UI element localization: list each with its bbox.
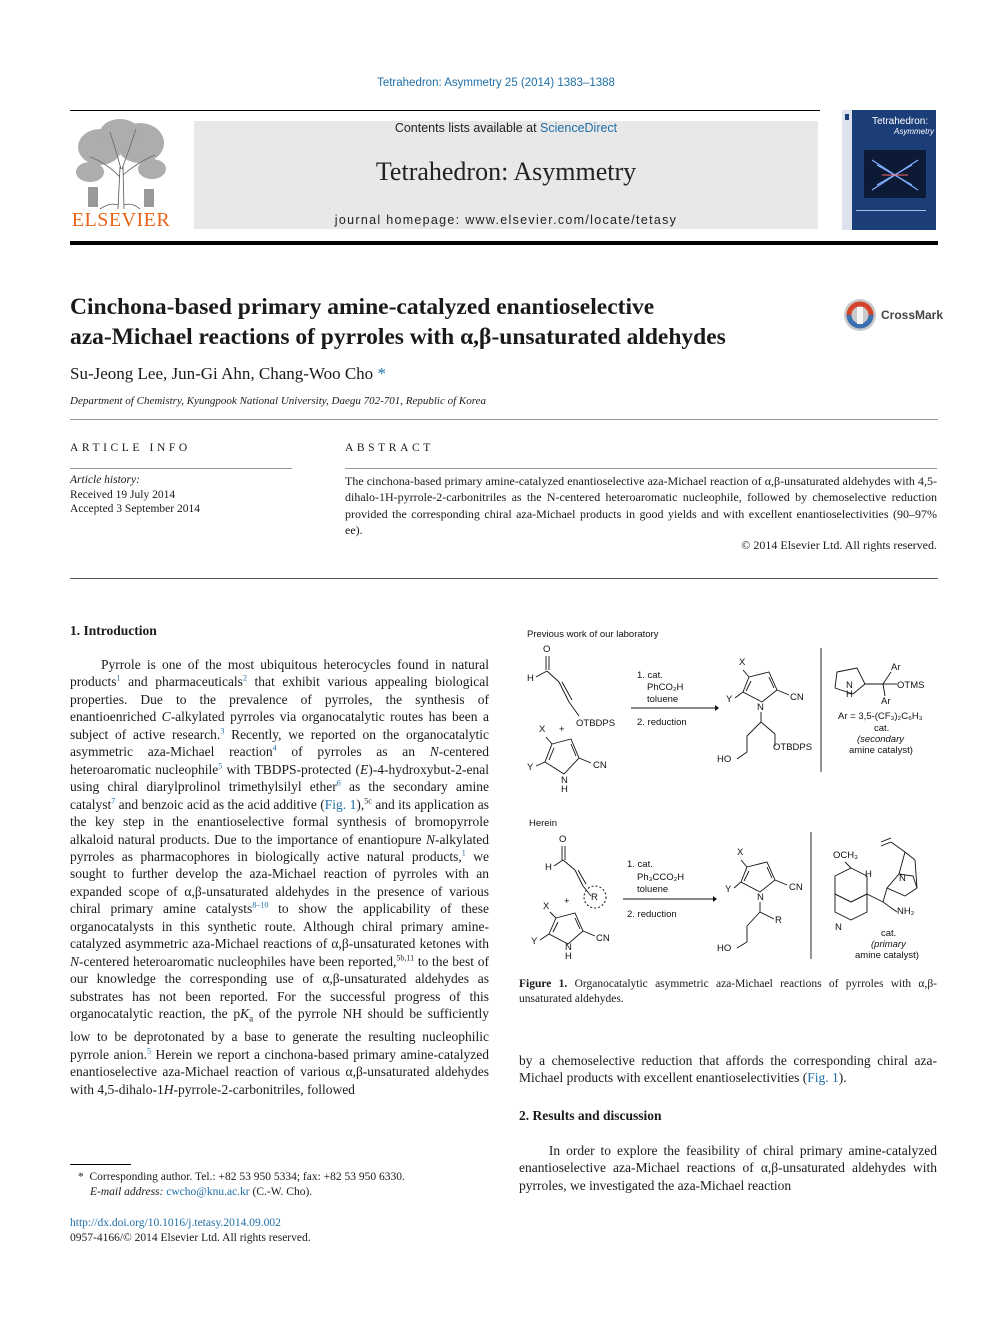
atom-label: CN: [790, 692, 804, 703]
catalyst-label: cat.: [874, 723, 890, 734]
condition-acid: Ph₃CCO₂H: [637, 872, 685, 883]
article-info-heading: ARTICLE INFO: [70, 442, 191, 454]
condition-step-1: 1. cat.: [637, 670, 663, 681]
atom-label: OTBDPS: [576, 718, 616, 729]
paragraph: by a chemoselective reduction that affords the corresponding chiral aza-Michael products with excellent enantioselectivities (Fig. 1).: [519, 1053, 937, 1086]
elsevier-tree-icon: [70, 117, 172, 213]
journal-homepage[interactable]: journal homepage: www.elsevier.com/locate/tetasy: [334, 213, 678, 227]
elsevier-logo[interactable]: [70, 117, 172, 233]
atom-label: Y: [531, 936, 538, 947]
catalyst-label: cat.: [881, 928, 897, 939]
atom-label: HO: [717, 943, 732, 954]
doi-link[interactable]: http://dx.doi.org/10.1016/j.tetasy.2014.09.002: [70, 1217, 281, 1229]
section-heading-introduction: 1. Introduction: [70, 623, 157, 638]
atom-label: O: [559, 834, 567, 845]
figure-label: Figure 1.: [519, 978, 568, 990]
catalyst-type: (secondary: [857, 734, 904, 745]
atom-label: N: [757, 892, 764, 903]
atom-label: Y: [725, 884, 732, 895]
publisher-name: ELSEVIER: [71, 209, 171, 231]
email-link[interactable]: cwcho@knu.ac.kr: [166, 1186, 250, 1198]
sciencedirect-link[interactable]: ScienceDirect: [540, 121, 618, 135]
abstract-rule: [345, 468, 937, 469]
footnote-rule: [70, 1164, 131, 1165]
footnote-contact: Corresponding author. Tel.: +82 53 950 5334; fax: +82 53 950 6330.: [89, 1171, 405, 1183]
info-rule: [70, 468, 292, 469]
received-date: Received 19 July 2014: [70, 488, 176, 501]
atom-label: OTMS: [897, 680, 925, 691]
atom-label: N: [835, 922, 842, 933]
catalyst-class: amine catalyst): [855, 950, 919, 961]
catalyst-type: (primary: [871, 939, 906, 950]
corresponding-author-note: [78, 1170, 498, 1185]
header-thick-rule: [70, 241, 938, 245]
doi-block: [70, 1216, 311, 1246]
atom-label: X: [739, 657, 746, 668]
email-suffix: (C.-W. Cho).: [252, 1186, 313, 1198]
article-history: [70, 473, 200, 517]
atom-label: H: [846, 689, 853, 700]
condition-step-1: 1. cat.: [627, 859, 653, 870]
atom-label: OCH₃: [833, 850, 858, 861]
section-heading-results: 2. Results and discussion: [519, 1108, 662, 1123]
results-body: [519, 1142, 937, 1194]
abstract-text: The cinchona-based primary amine-catalyzed enantioselective aza-Michael reaction of α,β-unsaturated aldehydes with 4,5-dihalo-1H-pyrrole-2-carbonitriles as the N-centered heteroaromatic nucleophile, followed by chemoselective reduction provided the corresponding chiral aza-Michael products in good yields and with excellent enantioselectivities (90–97% ee).: [345, 474, 937, 537]
atom-label: N: [899, 873, 906, 884]
contents-prefix: Contents lists available at: [394, 121, 541, 135]
abstract-heading: ABSTRACT: [345, 442, 434, 454]
figure-caption: [519, 977, 937, 1007]
aryl-definition: Ar = 3,5-(CF₃)₂C₆H₃: [838, 711, 923, 722]
journal-title: [194, 157, 818, 187]
atom-label: H: [545, 862, 552, 873]
paragraph: In order to explore the feasibility of chiral primary amine-catalyzed enantioselective aza-Michael reactions of α,β-unsaturated aldehydes with pyrroles, we investigated the aza-Michael reaction: [519, 1143, 937, 1193]
title-line-2: aza-Michael reactions of pyrroles with α,β-unsaturated aldehydes: [70, 324, 726, 350]
atom-label: HO: [717, 754, 732, 765]
header-rule: [70, 110, 820, 111]
product-ring: [734, 860, 787, 948]
cover-art-icon: [842, 110, 936, 230]
journal-title-text: Tetrahedron: Asymmetry: [375, 157, 637, 186]
crossmark-badge[interactable]: [843, 297, 943, 333]
reaction-scheme: [519, 624, 939, 964]
atom-label: N: [757, 702, 764, 713]
atom-label: H: [527, 673, 534, 684]
previous-work-label: Previous work of our laboratory: [527, 629, 659, 640]
footnote-star: *: [78, 1171, 84, 1183]
crossmark-label: CrossMark: [881, 308, 944, 322]
atom-label: OTBDPS: [773, 742, 813, 753]
email-line: [78, 1185, 498, 1200]
accepted-date: Accepted 3 September 2014: [70, 503, 200, 516]
pyrrole-ring: [540, 912, 595, 944]
atom-label: N: [561, 775, 568, 786]
history-label: Article history:: [70, 474, 140, 486]
plus-sign: +: [559, 724, 565, 735]
condition-acid: PhCO₂H: [647, 682, 684, 693]
atom-label: CN: [596, 933, 610, 944]
contents-line: [194, 121, 818, 135]
article-title: [70, 292, 810, 352]
atom-label: X: [543, 901, 550, 912]
abstract-copyright: © 2014 Elsevier Ltd. All rights reserved.: [741, 538, 937, 552]
figure-1: [519, 624, 939, 964]
introduction-continued: [519, 1052, 937, 1087]
atom-label: X: [737, 847, 744, 858]
introduction-body: [70, 656, 489, 1098]
atom-label: Ar: [881, 696, 891, 707]
atom-label: Y: [527, 762, 534, 773]
catalyst-class: amine catalyst): [849, 745, 913, 756]
atom-label: N: [846, 680, 853, 691]
condition-step-2: 2. reduction: [627, 909, 677, 920]
authors-text: Su-Jeong Lee, Jun-Gi Ahn, Chang-Woo Cho: [70, 364, 374, 383]
atom-label: CN: [789, 882, 803, 893]
journal-cover[interactable]: [842, 110, 936, 230]
divider: [70, 419, 938, 420]
condition-solvent: toluene: [647, 694, 679, 705]
atom-label: R: [775, 915, 782, 926]
pyrrole-ring: [536, 737, 591, 774]
arrow-head: [713, 896, 717, 902]
condition-step-2: 2. reduction: [637, 717, 687, 728]
herein-label: Herein: [529, 818, 557, 829]
author-list: [70, 364, 386, 384]
title-line-1: Cinchona-based primary amine-catalyzed enantioselective: [70, 294, 655, 320]
cover-title: Tetrahedron:: [872, 116, 929, 127]
footnote: [78, 1170, 498, 1200]
email-label: E-mail address:: [90, 1186, 164, 1198]
atom-label: H: [865, 869, 872, 880]
enal-bonds: [554, 846, 591, 896]
prolinol-ring: [835, 668, 897, 696]
atom-label: X: [539, 724, 546, 735]
divider: [70, 578, 938, 579]
atom-label: CN: [593, 760, 607, 771]
aldehyde-bonds: [536, 656, 579, 716]
journal-reference[interactable]: Tetrahedron: Asymmetry 25 (2014) 1383–1388: [377, 77, 615, 89]
cover-subtitle: Asymmetry: [894, 127, 934, 136]
atom-label: H: [561, 784, 568, 795]
corresponding-author-mark[interactable]: *: [377, 364, 386, 383]
figure-caption-text: Organocatalytic asymmetric aza-Michael reactions of pyrroles with α,β-unsaturated aldehydes.: [519, 978, 938, 1005]
atom-label: H: [565, 951, 572, 962]
crossmark-icon: [843, 297, 879, 333]
plus-sign: +: [564, 896, 570, 907]
arrow-head: [715, 705, 719, 711]
condition-solvent: toluene: [637, 884, 669, 895]
atom-label: NH₂: [897, 906, 915, 917]
journal-banner: [194, 121, 818, 229]
affiliation: Department of Chemistry, Kyungpook National University, Daegu 702-701, Republic of Korea: [70, 395, 487, 407]
atom-label: Y: [726, 694, 733, 705]
atom-label: R: [591, 892, 598, 903]
atom-label: Ar: [891, 662, 901, 673]
atom-label: O: [543, 644, 551, 655]
introduction-paragraph: Pyrrole is one of the most ubiquitous heterocycles found in natural products$^1$ and pharmaceuticals$^2$ that exhibit various appealing biological properties. Due to the prevalence of pyrroles, the synthesis of enantioenriched C-alkylated pyrroles via organocatalytic routes has been a subject of active research.$^3$ Recently, we reported on the organocatalytic asymmetric aza-Michael reaction$^4$ of pyrroles as an N-centered heteroaromatic nucleophile$^5$ with TBDPS-protected (E)-4-hydroxybut-2-enal using chiral diarylprolinol trimethylsilyl ether$^6$ as the secondary amine catalyst$^7$ and benzoic acid as the acid additive (Fig. 1),$^{5c}$ and its application as the key step in the enantioselective formal synthesis of bromopyrrole alkaloid natural products. Due to the importance of enantiopure N-alkylated pyrroles as pharmacophores in biologically active natural products,$^1$ we sought to further develop the aza-Michael reaction of pyrroles with an expanded scope of α,β-unsaturated aldehydes in the presence of various chiral primary amine catalysts$^{8-10}$ to show the applicability of these organocatalysts in this synthetic route. Although chiral primary amine-catalyzed asymmetric aza-Michael reactions of α,β-unsaturated ketones with N-centered heteroaromatic nucleophiles have been reported,$^{5b,11}$ to the best of our knowledge the corresponding use of α,β-unsaturated aldehydes as substrates has not been reported. For the successful progress of this organocatalytic reaction, the $pK_a$ of the pyrrole NH should be sufficiently low to be deprotonated by a base to generate the resulting nucleophilic pyrrole anion.$^5$ Herein we report a cinchona-based primary amine-catalyzed enantioselective aza-Michael reaction of various α,β-unsaturated aldehydes with 4,5-dihalo-1H-pyrrole-2-carbonitriles, followed: [70, 657, 490, 1097]
issn-rights: 0957-4166/© 2014 Elsevier Ltd. All rights reserved.: [70, 1232, 311, 1244]
atom-label: N: [565, 942, 572, 953]
